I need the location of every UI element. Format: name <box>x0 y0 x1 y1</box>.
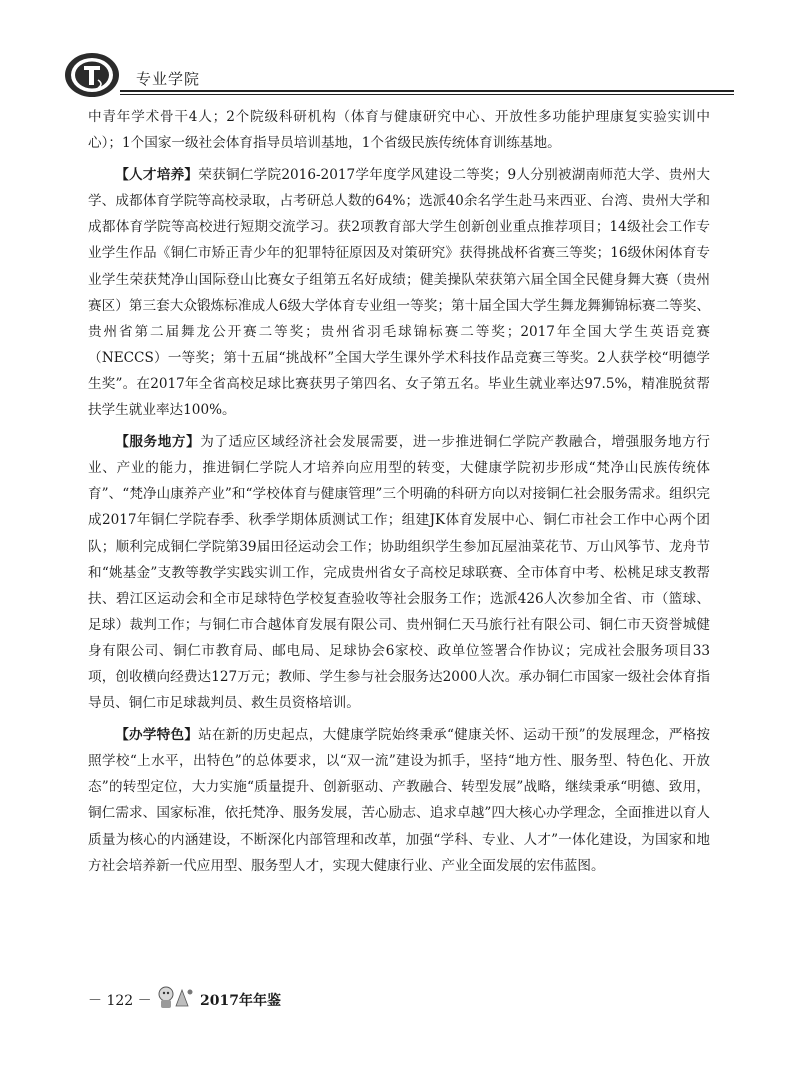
paragraph-local-service <box>88 429 710 716</box>
paragraph-text: 中青年学术骨干4人；2个院级科研机构（体育与健康研究中心、开放性多功能护理康复实验实训中心）；1个国家一级社会体育指导员培训基地，1个省级民族传统体育训练基地。 <box>88 109 710 152</box>
header-divider <box>120 90 734 92</box>
page-footer <box>88 984 388 1014</box>
yearbook-title: 2017年年鉴 <box>200 993 281 1009</box>
yearbook-mascot-icon <box>154 984 194 1010</box>
section-header-title: 专业学院 <box>136 70 201 88</box>
section-heading: 【办学特色】 <box>115 727 199 744</box>
university-seal-icon <box>64 52 122 98</box>
page-header <box>62 52 734 98</box>
section-heading: 【服务地方】 <box>115 434 201 451</box>
header-divider-thin <box>120 94 734 95</box>
paragraph-talent-training <box>88 162 710 423</box>
paragraph-text: 荣获铜仁学院2016-2017学年度学风建设二等奖；9人分别被湖南师范大学、贵州大学、成都体育学院等高校录取，占考研总人数的64%；选派40余名学生赴马来西亚、台湾、贵州大学和成都体育学院等高校进行短期交流学习。获2项教育部大学生创新创业重点推荐项目；14级社会工作专业学生作品《铜仁市矫正青少年的犯罪特征原因及对策研究》获得挑战杯省赛三等奖；16级休闲体育专业学生荣获梵净山国际登山比赛女子组第五名好成绩；健美操队荣获第六届全国全民健身舞大赛（贵州赛区）第三套大众锻炼标准成人6级大学体育专业组一等奖；第十届全国大学生舞龙舞狮锦标赛二等奖、贵州省第二届舞龙公开赛二等奖；贵州省羽毛球锦标赛二等奖；2017年全国大学生英语竞赛（NECCS）一等奖；第十五届“挑战杯”全国大学生课外学术科技作品竞赛三等奖。2人获学校“明德学生奖”。在2017年全省高校足球比赛获男子第四名、女子第五名。毕业生就业率达97.5%，精准脱贫帮扶学生就业率达100%。 <box>88 167 710 419</box>
paragraph-school-features <box>88 722 710 879</box>
paragraph-text: 为了适应区域经济社会发展需要，进一步推进铜仁学院产教融合，增强服务地方行业、产业的能力，推进铜仁学院人才培养向应用型的转变，大健康学院初步形成“梵净山民族传统体育”、“梵净山康养产业”和“学校体育与健康管理”三个明确的科研方向以对接铜仁社会服务需求。组织完成2017年铜仁学院春季、秋季学期体质测试工作；组建JK体育发展中心、铜仁市社会工作中心两个团队；顺利完成铜仁学院第39届田径运动会工作；协助组织学生参加瓦屋油菜花节、万山风筝节、龙舟节和“姚基金”支教等教学实践实训工作，完成贵州省女子高校足球联赛、全市体育中考、松桃足球支教帮扶、碧江区运动会和全市足球特色学校复查验收等社会服务工作；选派426人次参加全省、市（篮球、足球）裁判工作；与铜仁市合越体育发展有限公司、贵州铜仁天马旅行社有限公司、铜仁市天资誉城健身有限公司、铜仁市教育局、邮电局、足球协会6家校、政单位签署合作协议；完成社会服务项目33项，创收横向经费达127万元；教师、学生参与社会服务达2000人次。承办铜仁市国家一级社会体育指导员、铜仁市足球裁判员、救生员资格培训。 <box>88 434 711 712</box>
paragraph-intro <box>88 104 710 156</box>
section-heading: 【人才培养】 <box>115 167 199 184</box>
article-body <box>88 104 710 885</box>
page-number: － 122 － <box>88 993 152 1009</box>
paragraph-text: 站在新的历史起点，大健康学院始终秉承“健康关怀、运动干预”的发展理念，严格按照学校“上水平，出特色”的总体要求，以“双一流”建设为抓手，坚持“地方性、服务型、特色化、开放态”的转型定位，大力实施“质量提升、创新驱动、产教融合、转型发展”战略，继续秉承“明德、致用，铜仁需求、国家标准，依托梵净、服务发展，苦心励志、追求卓越”四大核心办学理念，全面推进以育人质量为核心的内涵建设，不断深化内部管理和改革，加强“学科、专业、人才”一体化建设，为国家和地方社会培养新一代应用型、服务型人才，实现大健康行业、产业全面发展的宏伟蓝图。 <box>88 727 710 874</box>
